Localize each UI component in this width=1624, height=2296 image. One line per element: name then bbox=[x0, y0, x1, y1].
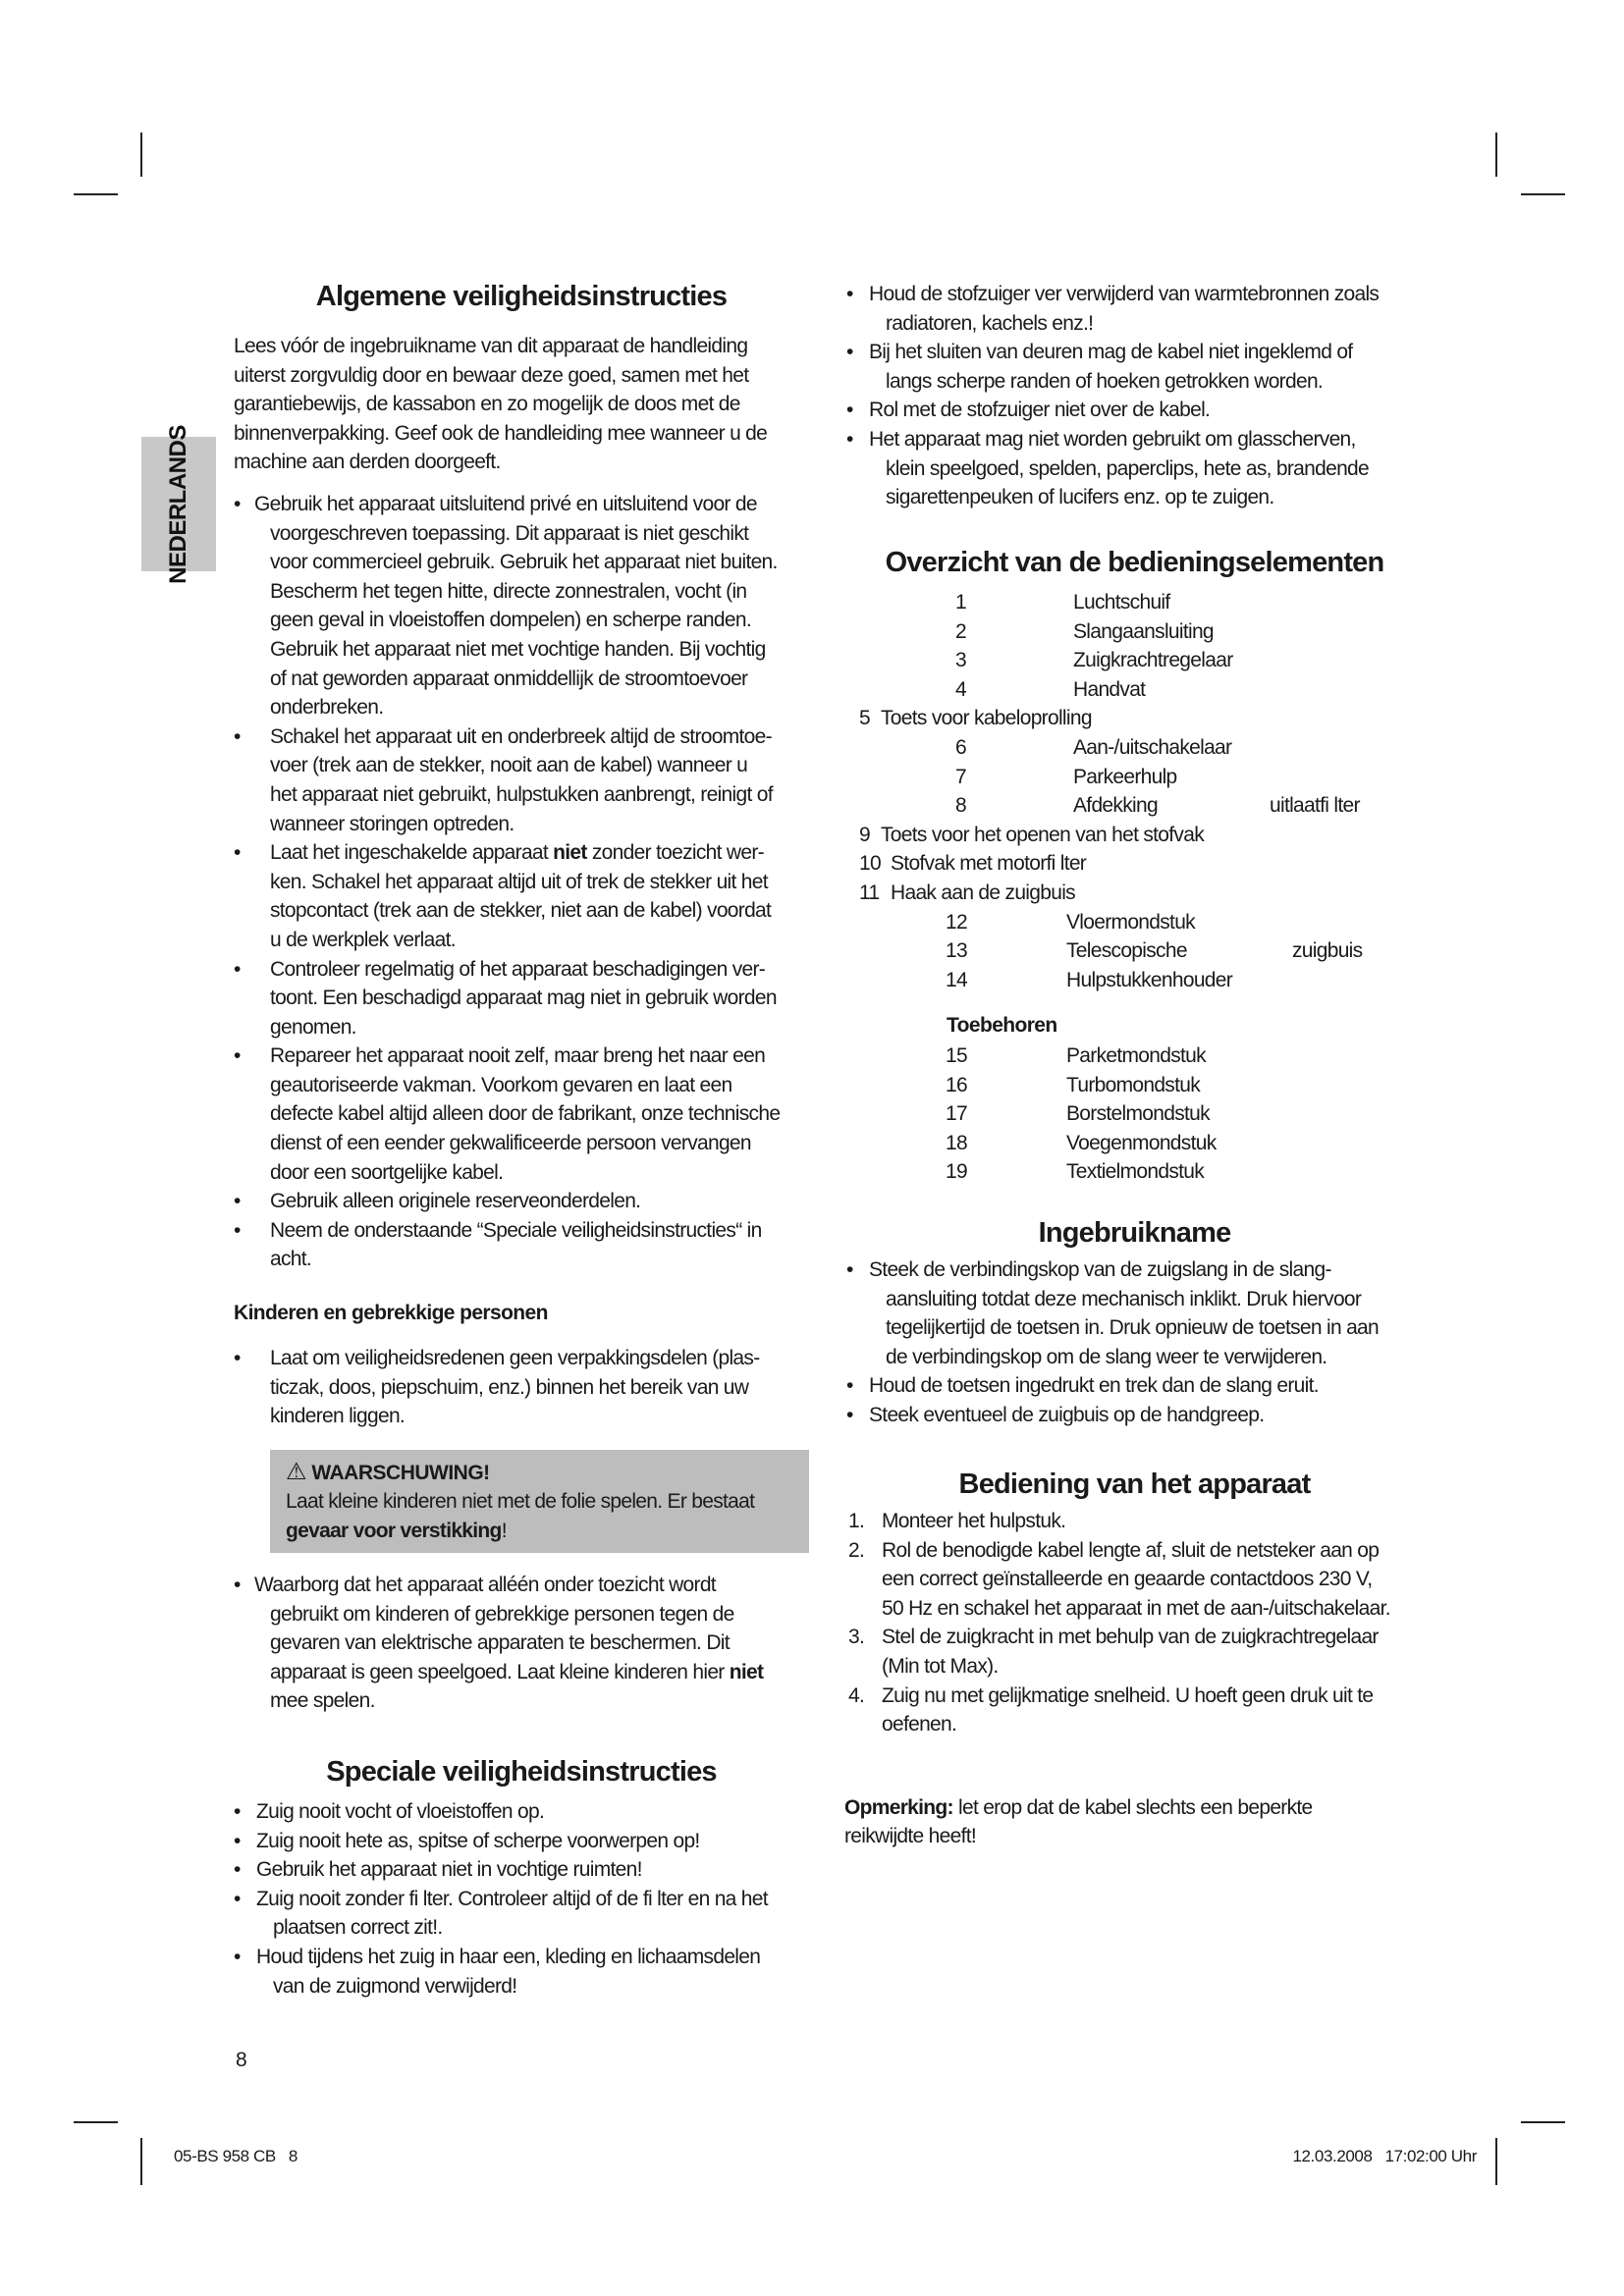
note-text: let erop dat de kabel slechts een beperkte reikwijdte heeft! bbox=[844, 1795, 1313, 1848]
warning-text: Laat kleine kinderen niet met de folie spelen. Er bestaat bbox=[286, 1490, 755, 1513]
item-text: Controleer regelmatig of het apparaat beschadigingen ver- toont. Een beschadigd apparaat mag niet in gebruik worden genomen. bbox=[270, 957, 777, 1039]
part-label: Zuigkrachtregelaar bbox=[1073, 649, 1233, 672]
warning-title: WAARSCHUWING! bbox=[311, 1462, 490, 1484]
part-label: Vloermondstuk bbox=[1066, 910, 1195, 934]
bullet-icon: • bbox=[846, 399, 853, 422]
language-tab-label: NEDERLANDS bbox=[165, 424, 191, 584]
item-text: Neem de onderstaande “Speciale veiligheidsinstructies“ in acht. bbox=[270, 1218, 762, 1271]
list-item bbox=[846, 1623, 1455, 1681]
warning-end: ! bbox=[501, 1519, 507, 1542]
item-text: Repareer het apparaat nooit zelf, maar breng het naar een geautoriseerde vakman. Voorkom gevaren en laat een defecte kabel altijd alleen door de fabrikant, onze technische dienst of een eender gekwalificeerde persoon vervangen door een soortgelijke kabel. bbox=[270, 1044, 781, 1184]
item-text: Laat om veiligheidsredenen geen verpakkingsdelen (plas- ticzak, doos, piepschuim, enz.) binnen het bereik van uw kinderen liggen. bbox=[270, 1347, 760, 1428]
part-number: 6 bbox=[955, 736, 966, 759]
part-number: 5 bbox=[859, 707, 870, 730]
bullet-icon: • bbox=[234, 724, 241, 748]
warning-triangle-icon: ⚠ bbox=[286, 1459, 307, 1485]
item-text: Monteer het hulpstuk. bbox=[882, 1510, 1066, 1532]
note bbox=[844, 1764, 1453, 1851]
part-label: Hulpstukkenhouder bbox=[1066, 968, 1233, 991]
part-label: Telescopische bbox=[1066, 939, 1187, 963]
list-item bbox=[234, 1216, 842, 1274]
footer-timestamp: 12.03.2008 17:02:00 Uhr bbox=[1292, 2147, 1477, 2165]
crop-mark bbox=[140, 133, 142, 177]
list-item bbox=[234, 1797, 842, 1827]
item-text: Houd de toetsen ingedrukt en trek dan de slang eruit. bbox=[869, 1374, 1319, 1398]
note-label: Opmerking: bbox=[844, 1795, 953, 1819]
part-number: 14 bbox=[946, 968, 967, 991]
item-text: Laat het ingeschakelde apparaat bbox=[270, 841, 554, 865]
part-label: Luchtschuif bbox=[1073, 591, 1170, 614]
bullet-icon: • bbox=[846, 1258, 853, 1281]
accessory-label: Borstelmondstuk bbox=[1066, 1102, 1210, 1126]
step-number: 1. bbox=[848, 1510, 865, 1532]
safety-list bbox=[234, 490, 842, 1274]
item-text: Houd de stofzuiger ver verwijderd van warmtebronnen zoals radiatoren, kachels enz.! bbox=[869, 283, 1380, 335]
item-text: Houd tijdens het zuig in haar een, kleding en lichaamsdelen van de zuigmond verwijderd! bbox=[256, 1945, 761, 1998]
bullet-icon: • bbox=[234, 1218, 241, 1242]
list-item bbox=[846, 425, 1455, 512]
accessory-number: 18 bbox=[946, 1131, 967, 1154]
part-label-extra: zuigbuis bbox=[1292, 939, 1363, 963]
bullet-icon: • bbox=[846, 427, 853, 451]
bullet-icon: • bbox=[234, 1800, 241, 1823]
part-number: 12 bbox=[946, 910, 967, 934]
item-text: Zuig nooit hete as, spitse of scherpe voorwerpen op! bbox=[256, 1829, 700, 1852]
item-text: Zuig nu met gelijkmatige snelheid. U hoeft geen druk uit te oefenen. bbox=[882, 1683, 1374, 1736]
list-item bbox=[846, 1401, 1455, 1430]
accessory-label: Voegenmondstuk bbox=[1066, 1131, 1217, 1154]
part-number: 3 bbox=[955, 649, 966, 672]
bold-text: niet bbox=[553, 841, 587, 865]
heading-operation: Bediening van het apparaat bbox=[958, 1468, 1311, 1500]
list-item bbox=[846, 1507, 1455, 1536]
crop-mark bbox=[1521, 193, 1565, 195]
heading-start: Ingebruikname bbox=[1038, 1217, 1231, 1249]
item-text: Gebruik alleen originele reserveonderdelen. bbox=[270, 1190, 641, 1213]
list-item bbox=[234, 838, 842, 954]
crop-mark bbox=[74, 2121, 118, 2123]
part-number: 7 bbox=[955, 765, 966, 788]
list-item bbox=[234, 1943, 842, 2001]
list-item bbox=[234, 1571, 842, 1716]
part-number: 4 bbox=[955, 677, 966, 701]
children-list-2 bbox=[234, 1571, 842, 1716]
part-label: Toets voor kabeloprolling bbox=[881, 707, 1092, 730]
bullet-icon: • bbox=[234, 1858, 241, 1882]
item-text: Bij het sluiten van deuren mag de kabel niet ingeklemd of langs scherpe randen of hoeken getrokken worden. bbox=[869, 341, 1353, 393]
part-label: Afdekking bbox=[1073, 794, 1158, 818]
bullet-icon: • bbox=[234, 1190, 241, 1213]
item-text: Rol de benodigde kabel lengte af, sluit de netsteker aan op een correct geïnstalleerde en geaarde contactdoos 230 V, 50 Hz en schakel het apparaat in met de aan-/uitschakelaar. bbox=[882, 1538, 1390, 1620]
heading-special-safety: Speciale veiligheidsinstructies bbox=[326, 1756, 717, 1788]
crop-mark bbox=[74, 193, 118, 195]
bullet-icon: • bbox=[846, 1403, 853, 1426]
step-number: 3. bbox=[848, 1626, 865, 1649]
start-list bbox=[846, 1255, 1455, 1430]
heading-overview: Overzicht van de bedieningselementen bbox=[885, 547, 1384, 578]
bullet-icon: • bbox=[846, 341, 853, 364]
warning-box bbox=[270, 1450, 809, 1553]
list-item bbox=[234, 1827, 842, 1856]
list-item bbox=[234, 490, 842, 722]
part-number: 8 bbox=[955, 794, 966, 818]
list-item bbox=[846, 1682, 1455, 1739]
part-number: 1 bbox=[955, 591, 966, 614]
part-label: Parkeerhulp bbox=[1073, 765, 1177, 788]
item-text: Waarborg dat het apparaat alléén onder toezicht wordt gebruikt om kinderen of gebrekkige personen tegen de gevaren van elektrische apparaten te beschermen. Dit apparaat is geen speelgoed. Laat kleine kinderen hier bbox=[254, 1574, 734, 1683]
step-number: 4. bbox=[848, 1683, 865, 1707]
crop-mark bbox=[1495, 133, 1497, 177]
heading-general-safety: Algemene veiligheidsinstructies bbox=[315, 281, 728, 312]
bullet-icon: • bbox=[234, 1945, 241, 1968]
children-heading: Kinderen en gebrekkige personen bbox=[234, 1302, 548, 1324]
crop-mark bbox=[140, 2138, 142, 2185]
part-label-extra: uitlaatfi lter bbox=[1270, 794, 1360, 818]
item-text: Schakel het apparaat uit en onderbreek altijd de stroomtoe- voer (trek aan de stekker, nooit aan de kabel) wanneer u het apparaat niet gebruikt, hulpstukken aanbrengt, reinigt of wanneer storingen optreden. bbox=[270, 724, 773, 835]
bullet-icon: • bbox=[234, 1347, 241, 1369]
right-safety-list bbox=[846, 280, 1455, 512]
bullet-icon: • bbox=[846, 1374, 853, 1398]
part-number: 2 bbox=[955, 619, 966, 643]
accessory-label: Turbomondstuk bbox=[1066, 1073, 1201, 1096]
special-list bbox=[234, 1797, 842, 2001]
bullet-icon: • bbox=[234, 841, 241, 865]
list-item bbox=[234, 1885, 842, 1943]
part-number: 9 bbox=[859, 823, 870, 846]
list-item bbox=[234, 1187, 842, 1216]
list-item bbox=[846, 338, 1455, 396]
item-text: mee spelen. bbox=[270, 1689, 375, 1713]
item-text: Stel de zuigkracht in met behulp van de zuigkrachtregelaar (Min tot Max). bbox=[882, 1626, 1379, 1678]
list-item bbox=[846, 280, 1455, 338]
part-label: Handvat bbox=[1073, 677, 1146, 701]
list-item bbox=[846, 396, 1455, 425]
page-number: 8 bbox=[236, 2049, 247, 2071]
bullet-icon: • bbox=[234, 957, 241, 981]
part-label: Toets voor het openen van het stofvak bbox=[881, 823, 1204, 846]
bullet-icon: • bbox=[234, 1574, 241, 1596]
item-text: Steek de verbindingskop van de zuigslang in de slang- aansluiting totdat deze mechanisch inklikt. Druk hiervoor tegelijkertijd de toetsen in. Druk opnieuw de toetsen in aan de verbindingskop om de slang weer te verwijderen. bbox=[869, 1258, 1380, 1368]
part-label: Aan-/uitschakelaar bbox=[1073, 736, 1232, 759]
item-text: zonder toezicht wer- ken. Schakel het apparaat altijd uit of trek de stekker uit het stopcontact (trek aan de stekker, niet aan de kabel) voordat u de werkplek verlaat. bbox=[270, 841, 772, 951]
list-item bbox=[234, 722, 842, 838]
accessory-label: Parketmondstuk bbox=[1066, 1044, 1206, 1067]
item-text: Gebruik het apparaat niet in vochtige ruimten! bbox=[256, 1858, 642, 1882]
bullet-icon: • bbox=[846, 283, 853, 305]
list-item bbox=[846, 1536, 1455, 1624]
part-label: Haak aan de zuigbuis bbox=[891, 881, 1075, 904]
item-text: Zuig nooit vocht of vloeistoffen op. bbox=[256, 1800, 545, 1823]
bullet-icon: • bbox=[234, 493, 241, 515]
item-text: Het apparaat mag niet worden gebruikt om glasscherven, klein speelgoed, spelden, paperclips, hete as, brandende sigarettenpeuken of lucifers enz. op te zuigen. bbox=[869, 427, 1370, 509]
list-item bbox=[846, 1371, 1455, 1401]
part-number: 10 bbox=[859, 852, 881, 876]
children-list bbox=[234, 1344, 842, 1431]
item-text: Rol met de stofzuiger niet over de kabel. bbox=[869, 399, 1211, 422]
crop-mark bbox=[1495, 2138, 1497, 2185]
accessory-number: 15 bbox=[946, 1044, 967, 1067]
warning-bold: gevaar voor verstikking bbox=[286, 1519, 502, 1542]
accessory-number: 16 bbox=[946, 1073, 967, 1096]
intro-paragraph: Lees vóór de ingebruikname van dit apparaat de handleiding uiterst zorgvuldig door en bewaar deze goed, samen met het garantiebewijs, de kassabon en zo mogelijk de doos met de binnenverpakking. Geef ook de handleiding mee wanneer u de machine aan derden doorgeeft. bbox=[234, 335, 768, 474]
list-item bbox=[234, 955, 842, 1042]
bullet-icon: • bbox=[234, 1829, 241, 1852]
bullet-icon: • bbox=[234, 1044, 241, 1068]
list-item bbox=[846, 1255, 1455, 1371]
step-number: 2. bbox=[848, 1538, 865, 1562]
part-number: 11 bbox=[859, 881, 880, 904]
accessories-heading: Toebehoren bbox=[947, 1014, 1057, 1037]
bullet-icon: • bbox=[234, 1887, 241, 1910]
item-text: Gebruik het apparaat uitsluitend privé en uitsluitend voor de voorgeschreven toepassing. Dit apparaat is niet geschikt voor commercieel gebruik. Gebruik het apparaat niet buiten. Bescherm het tegen hitte, directe zonnestralen, vocht (in geen geval in vloeistoffen dompelen) en scherpe randen. Gebruik het apparaat niet met vochtige handen. Bij vochtig of nat geworden apparaat onmiddellijk de stroomtoevoer onderbreken. bbox=[254, 493, 778, 720]
part-number: 13 bbox=[946, 939, 967, 963]
crop-mark bbox=[1521, 2121, 1565, 2123]
part-label: Slangaansluiting bbox=[1073, 619, 1214, 643]
list-item bbox=[234, 1855, 842, 1885]
list-item bbox=[234, 1041, 842, 1187]
footer-job-id: 05-BS 958 CB 8 bbox=[174, 2147, 298, 2165]
accessory-number: 17 bbox=[946, 1102, 967, 1126]
accessory-label: Textielmondstuk bbox=[1066, 1160, 1205, 1184]
accessory-number: 19 bbox=[946, 1160, 967, 1184]
item-text: Steek eventueel de zuigbuis op de handgreep. bbox=[869, 1403, 1265, 1426]
operation-steps bbox=[846, 1507, 1455, 1739]
list-item bbox=[234, 1344, 842, 1431]
language-tab bbox=[141, 424, 216, 584]
part-label: Stofvak met motorfi lter bbox=[891, 852, 1087, 876]
item-text: Zuig nooit zonder fi lter. Controleer altijd of de fi lter en na het plaatsen correct zit!. bbox=[256, 1887, 768, 1940]
bold-text: niet bbox=[729, 1660, 764, 1683]
